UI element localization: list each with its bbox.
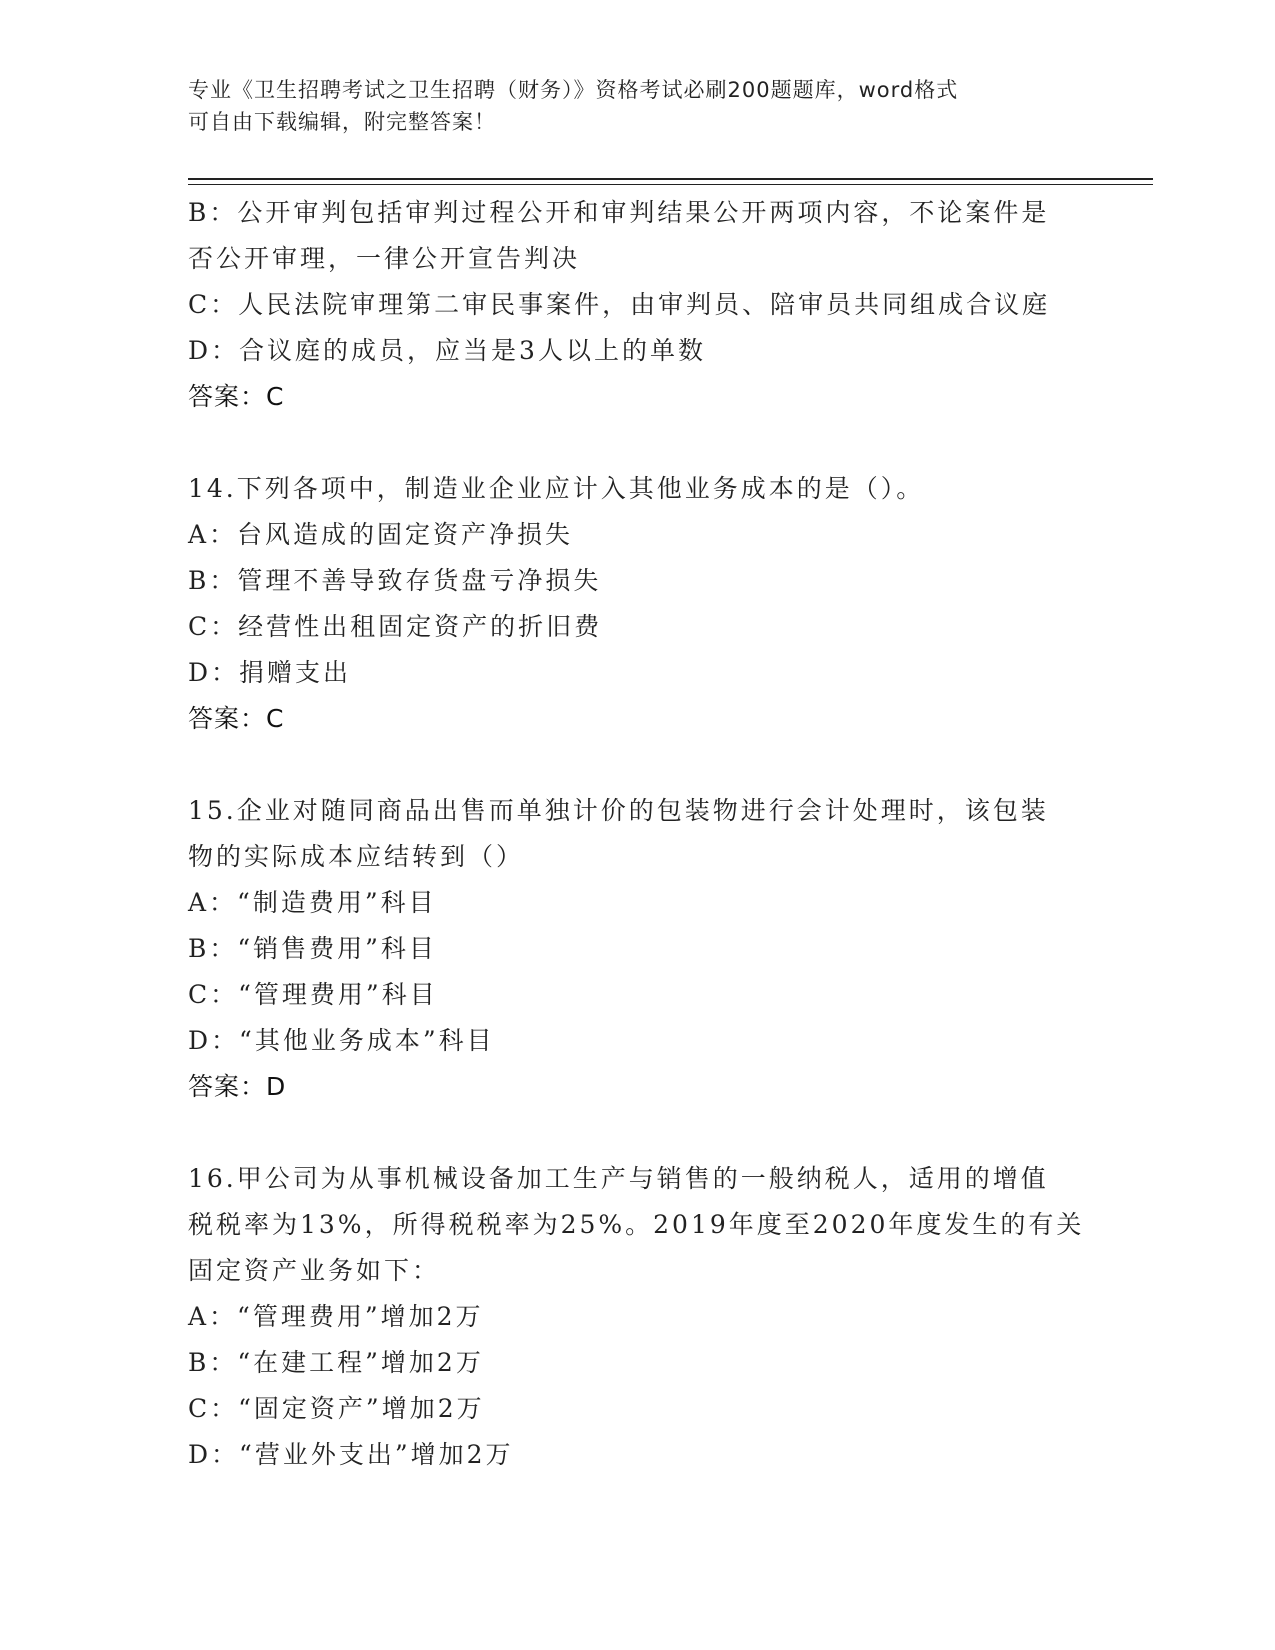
option-d: D：“营业外支出”增加2万 <box>188 1440 514 1469</box>
option-line: C：人民法院审理第二审民事案件，由审判员、陪审员共同组成合议庭 <box>188 290 1051 319</box>
option-c: C：“管理费用”科目 <box>188 980 438 1009</box>
prev-question-block <box>188 190 1088 420</box>
header-title-line-2: 可自由下载编辑，附完整答案！ <box>188 110 496 134</box>
question-stem: 14.下列各项中，制造业企业应计入其他业务成本的是（）。 <box>188 474 925 503</box>
question-stem: 税税率为13%，所得税税率为25%。2019年度至2020年度发生的有关 <box>188 1210 1085 1239</box>
option-b: B：“在建工程”增加2万 <box>188 1348 484 1377</box>
option-d: D：捐赠支出 <box>188 658 352 687</box>
answer-label: 答案：C <box>188 382 285 411</box>
option-b: B：“销售费用”科目 <box>188 934 437 963</box>
question-15 <box>188 788 1088 1110</box>
question-16 <box>188 1156 1088 1478</box>
page-header <box>188 74 1088 138</box>
document-body <box>188 190 1088 1478</box>
option-c: C：经营性出租固定资产的折旧费 <box>188 612 603 641</box>
question-stem: 固定资产业务如下： <box>188 1256 441 1285</box>
question-14 <box>188 466 1088 742</box>
option-a: A：“制造费用”科目 <box>188 888 437 917</box>
header-divider-thick <box>188 178 1153 180</box>
option-line: 否公开审理，一律公开宣告判决 <box>188 244 581 273</box>
option-a: A：台风造成的固定资产净损失 <box>188 520 574 549</box>
answer-label: 答案：D <box>188 1072 287 1101</box>
option-d: D：“其他业务成本”科目 <box>188 1026 495 1055</box>
option-c: C：“固定资产”增加2万 <box>188 1394 485 1423</box>
option-line: D：合议庭的成员，应当是3人以上的单数 <box>188 336 706 365</box>
header-title-line-1: 专业《卫生招聘考试之卫生招聘（财务）》资格考试必刷200题题库，word格式 <box>188 78 959 102</box>
question-stem: 16.甲公司为从事机械设备加工生产与销售的一般纳税人，适用的增值 <box>188 1164 1049 1193</box>
header-divider-thin <box>188 184 1153 185</box>
option-b: B：管理不善导致存货盘亏净损失 <box>188 566 602 595</box>
question-stem: 15.企业对随同商品出售而单独计价的包装物进行会计处理时，该包装 <box>188 796 1049 825</box>
option-a: A：“管理费用”增加2万 <box>188 1302 484 1331</box>
question-stem: 物的实际成本应结转到（） <box>188 842 525 871</box>
option-line: B：公开审判包括审判过程公开和审判结果公开两项内容，不论案件是 <box>188 198 1050 227</box>
answer-label: 答案：C <box>188 704 285 733</box>
